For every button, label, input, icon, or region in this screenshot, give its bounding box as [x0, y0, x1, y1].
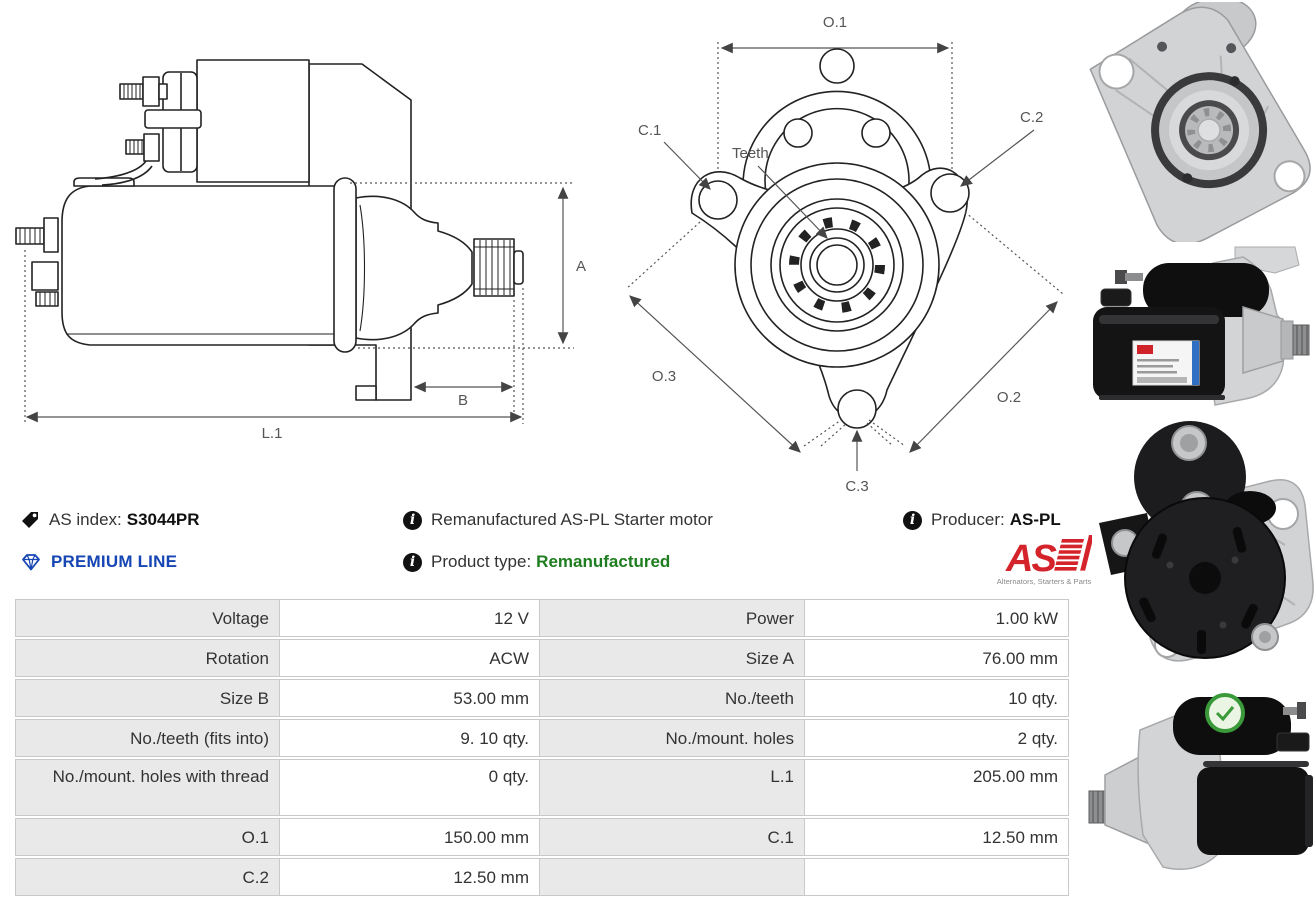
product-photo-side-right[interactable]	[1085, 245, 1316, 415]
product-id-block	[20, 507, 200, 575]
product-photo-rear[interactable]	[1085, 415, 1316, 670]
spec-value-cell: 12.50 mm	[279, 858, 540, 896]
table-row	[15, 818, 1070, 856]
spec-value-cell: 0 qty.	[279, 759, 540, 816]
dim-label-c3: C.3	[845, 478, 869, 495]
info-icon: i	[403, 511, 422, 530]
table-row	[15, 858, 1070, 896]
premium-line-label: PREMIUM LINE	[51, 552, 178, 571]
spec-label-cell: Size B	[15, 679, 280, 717]
tag-icon	[20, 510, 40, 530]
diamond-icon	[20, 552, 42, 572]
spec-label-cell	[539, 858, 805, 896]
producer-label: Producer:	[931, 510, 1005, 529]
spec-label-cell: No./teeth	[539, 679, 805, 717]
teeth-label: Teeth	[732, 145, 769, 162]
spec-table	[15, 599, 1070, 898]
spec-value-cell: 2 qty.	[804, 719, 1069, 757]
product-type-line	[403, 549, 713, 575]
dim-label-c1: C.1	[638, 122, 662, 139]
description-line	[403, 507, 713, 533]
table-row	[15, 759, 1070, 816]
producer-block	[903, 507, 1061, 533]
dim-label-a: A	[576, 258, 587, 275]
spec-label-cell: Rotation	[15, 639, 280, 677]
spec-value-cell: 76.00 mm	[804, 639, 1069, 677]
table-row	[15, 599, 1070, 637]
as-index-value: S3044PR	[126, 510, 200, 529]
producer-value: AS-PL	[1009, 510, 1061, 529]
spec-value-cell: 12.50 mm	[804, 818, 1069, 856]
table-row	[15, 639, 1070, 677]
premium-line	[20, 549, 200, 575]
product-description: Remanufactured AS-PL Starter motor	[431, 510, 713, 529]
spec-value-cell: ACW	[279, 639, 540, 677]
dim-label-c2: C.2	[1020, 109, 1044, 126]
spec-value-cell: 205.00 mm	[804, 759, 1069, 816]
as-pl-logo	[996, 531, 1092, 589]
spec-value-cell: 53.00 mm	[279, 679, 540, 717]
dim-label-o3: O.3	[651, 368, 677, 385]
spec-value-cell: 9. 10 qty.	[279, 719, 540, 757]
dim-label-l1: L.1	[261, 425, 283, 442]
logo-text: AS	[1006, 538, 1055, 580]
table-row	[15, 679, 1070, 717]
table-row	[15, 719, 1070, 757]
spec-value-cell: 10 qty.	[804, 679, 1069, 717]
spec-label-cell: No./mount. holes	[539, 719, 805, 757]
spec-value-cell: 12 V	[279, 599, 540, 637]
spec-label-cell: No./teeth (fits into)	[15, 719, 280, 757]
spec-label-cell: C.2	[15, 858, 280, 896]
spec-value-cell: 1.00 kW	[804, 599, 1069, 637]
spec-value-cell: 150.00 mm	[279, 818, 540, 856]
dim-label-o2: O.2	[996, 389, 1022, 406]
dim-label-b: B	[457, 392, 469, 409]
side-view-technical-drawing	[0, 0, 600, 460]
spec-label-cell: Power	[539, 599, 805, 637]
product-photo-flange-front[interactable]	[1085, 2, 1316, 242]
spec-label-cell: Size A	[539, 639, 805, 677]
info-icon: i	[403, 553, 422, 572]
as-index-line	[20, 507, 200, 533]
as-index-label: AS index:	[49, 510, 122, 529]
spec-label-cell: No./mount. holes with thread	[15, 759, 280, 816]
spec-label-cell: Voltage	[15, 599, 280, 637]
logo-tagline: Alternators, Starters & Parts	[996, 577, 1092, 586]
product-description-block	[403, 507, 713, 575]
front-view-technical-drawing	[600, 0, 1085, 495]
product-type-label: Product type:	[431, 552, 532, 571]
spec-label-cell: O.1	[15, 818, 280, 856]
producer-line	[903, 507, 1061, 533]
spec-label-cell: L.1	[539, 759, 805, 816]
dim-label-o1: O.1	[822, 14, 848, 31]
spec-label-cell: C.1	[539, 818, 805, 856]
product-type-value: Remanufactured	[536, 552, 671, 571]
product-photo-side-left[interactable]	[1085, 675, 1316, 898]
spec-value-cell	[804, 858, 1069, 896]
info-icon: i	[903, 511, 922, 530]
